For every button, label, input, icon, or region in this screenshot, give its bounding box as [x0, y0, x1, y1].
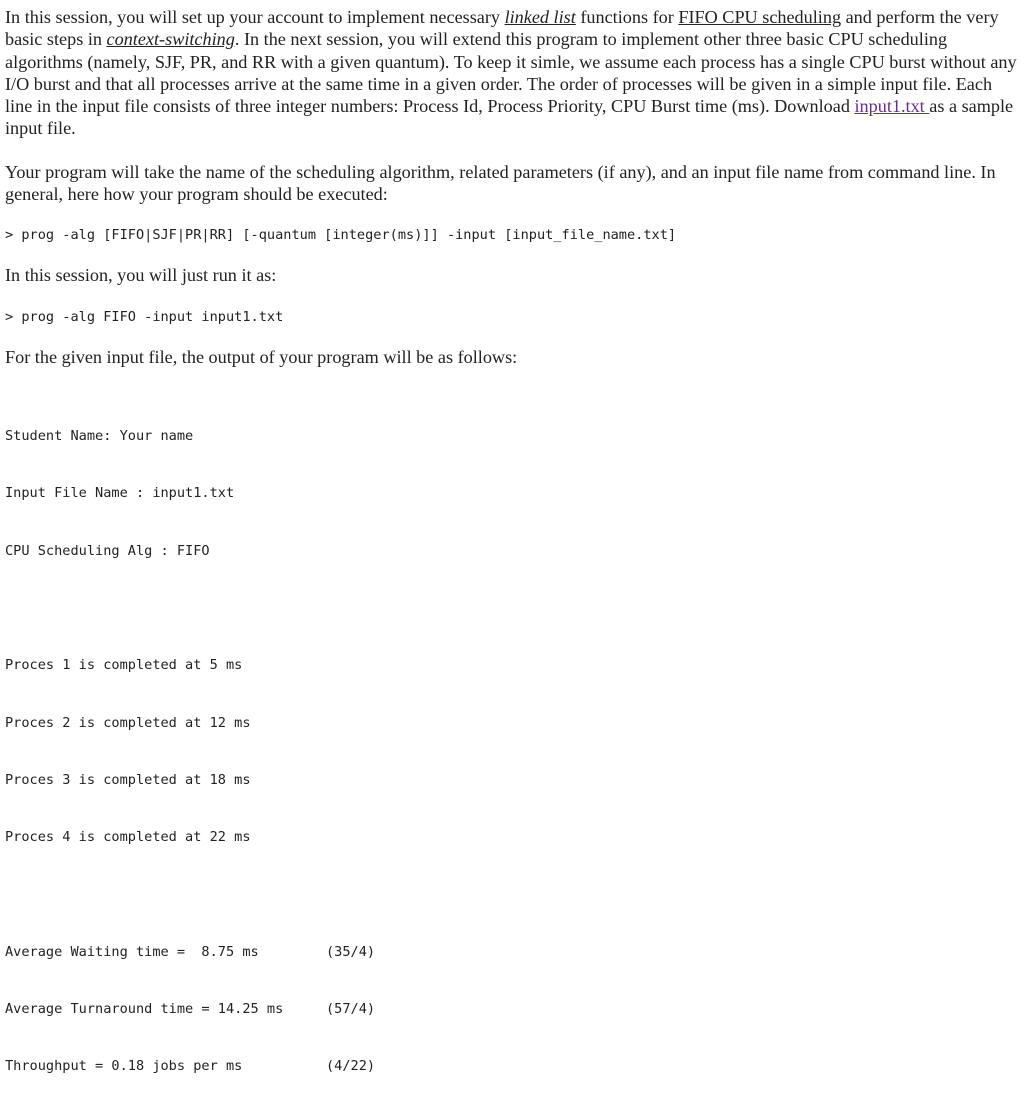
stat-label: Throughput = 0.18 jobs per ms — [5, 1058, 243, 1075]
stat-ratio: (35/4) — [326, 943, 376, 960]
output-header-line: Student Name: Your name — [5, 428, 194, 445]
output-header-line: Input File Name : input1.txt — [5, 485, 235, 502]
program-output — [5, 389, 376, 1115]
intro-text-1: In this session, you will set up your account to implement necessary — [5, 7, 505, 27]
process-completion-line: Proces 2 is completed at 12 ms — [5, 714, 251, 731]
stat-ratio: (4/22) — [326, 1058, 376, 1075]
intro-paragraph — [5, 6, 1019, 140]
stat-line-throughput — [5, 1057, 376, 1076]
session-command: > prog -alg FIFO -input input1.txt — [5, 309, 284, 325]
process-completion-line: Proces 3 is completed at 18 ms — [5, 771, 251, 788]
stat-line-avg-turnaround — [5, 1000, 376, 1019]
intro-text-4: . In the next session, you will extend this program to implement other three basic CPU scheduling algorithms (namely, SJF, PR, and RR with a given quantum). To keep it simle, we assume each process has a single CPU burst without any I/O burst and that all processes arrive at the same time in a given order. The order of processes will be given in a simple input file. Each line in the input file consists of three integer numbers: Process Id, Process Priority, CPU Burst time (ms). Download — [5, 29, 1017, 117]
usage-paragraph: Your program will take the name of the scheduling algorithm, related parameters (if any), and an input file name from command line. In general, here how your program should be executed: — [5, 162, 996, 205]
input-file-link[interactable]: input1.txt — [854, 96, 930, 117]
linked-list-term: linked list — [504, 7, 576, 27]
output-blank-line — [5, 599, 283, 618]
output-blank-line — [5, 885, 283, 904]
stat-label: Average Turnaround time = 14.25 ms — [5, 1001, 284, 1017]
intro-text-3: and perform the very basic steps in — [5, 7, 999, 50]
intro-text-5: as a sample input file. — [5, 96, 1014, 139]
output-header-line: CPU Scheduling Alg : FIFO — [5, 542, 210, 559]
session-run-paragraph: In this session, you will just run it as: — [5, 265, 277, 285]
general-command: > prog -alg [FIFO|SJF|PR|RR] [-quantum [integer(ms)]] -input [input_file_name.txt] — [5, 227, 677, 243]
stat-label: Average Waiting time = 8.75 ms — [5, 943, 259, 960]
context-switching-term: context-switching — [106, 29, 235, 50]
stat-ratio: (57/4) — [326, 1001, 376, 1017]
output-intro-paragraph: For the given input file, the output of your program will be as follows: — [5, 347, 518, 367]
intro-text-2: functions for — [575, 7, 679, 27]
stat-line-avg-waiting — [5, 943, 376, 962]
process-completion-line: Proces 1 is completed at 5 ms — [5, 657, 243, 674]
fifo-scheduling-term: FIFO CPU scheduling — [678, 7, 842, 27]
process-completion-line: Proces 4 is completed at 22 ms — [5, 829, 251, 846]
